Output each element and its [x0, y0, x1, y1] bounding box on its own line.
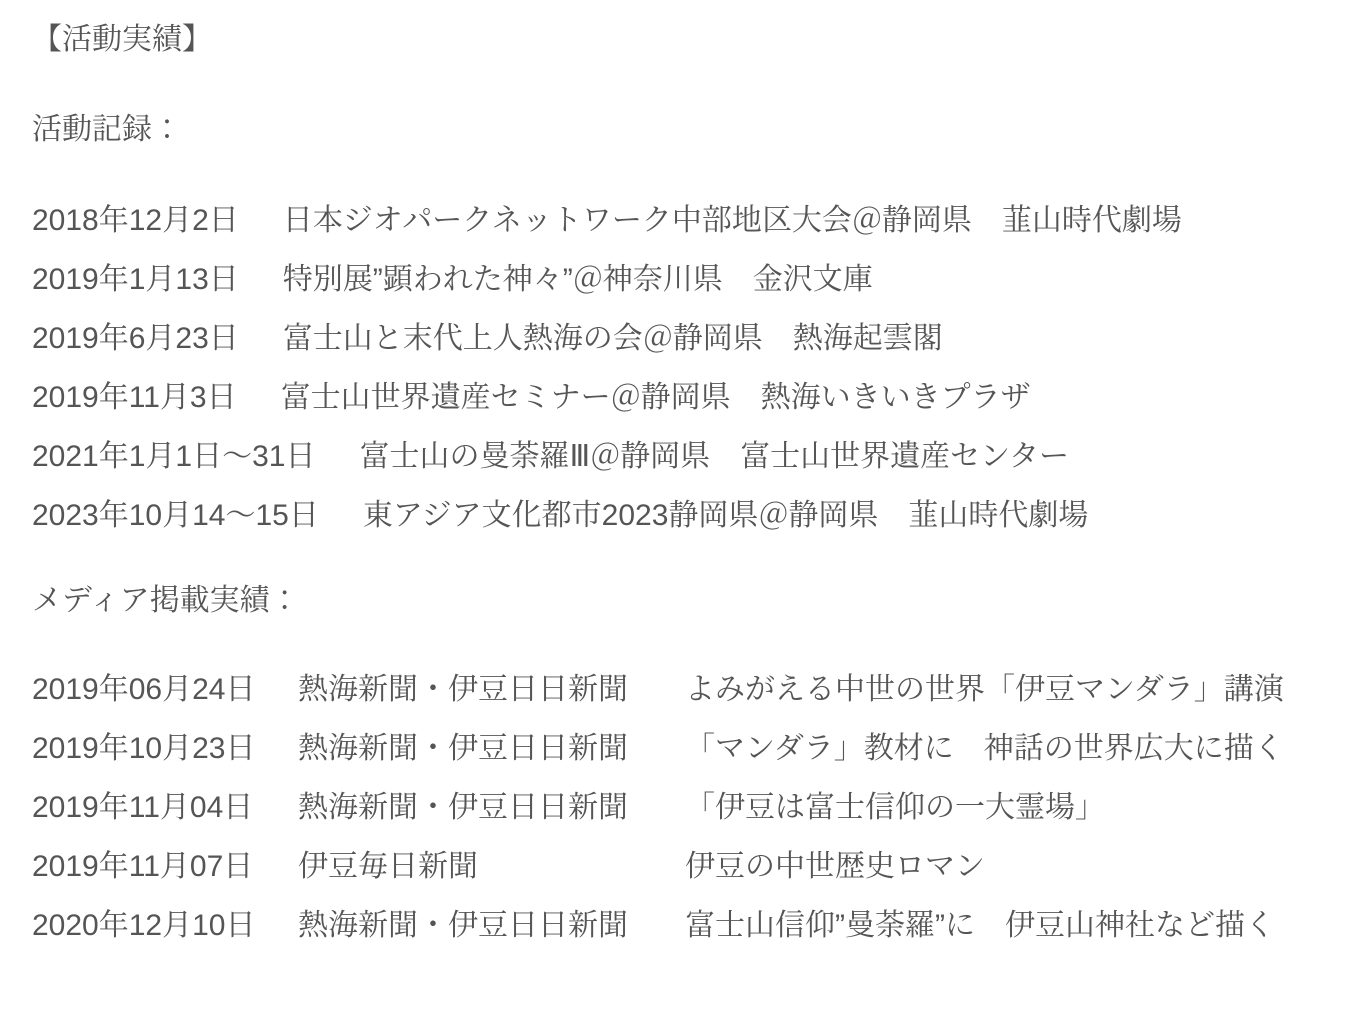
activity-description: 東アジア文化都市2023静岡県＠静岡県 韮山時代劇場	[362, 499, 1089, 532]
media-date: 2020年12月10日	[32, 909, 256, 942]
media-article-title: 「マンダラ」教材に 神話の世界広大に描く	[685, 732, 1284, 765]
media-article-title: 伊豆の中世歴史ロマン	[685, 850, 985, 883]
activity-row	[32, 250, 1336, 309]
media-outlet: 熱海新聞・伊豆日日新聞	[298, 791, 628, 824]
media-date: 2019年11月07日	[32, 850, 254, 883]
media-row	[32, 837, 1336, 896]
media-date: 2019年11月04日	[32, 791, 254, 824]
media-date: 2019年10月23日	[32, 732, 256, 765]
media-outlet: 熱海新聞・伊豆日日新聞	[298, 673, 628, 706]
media-row	[32, 660, 1336, 719]
activity-date: 2019年1月13日	[32, 263, 239, 296]
activity-list	[32, 191, 1336, 545]
activity-date: 2021年1月1日〜31日	[32, 440, 316, 473]
activity-description: 日本ジオパークネットワーク中部地区大会＠静岡県 韮山時代劇場	[282, 204, 1182, 237]
media-row	[32, 719, 1336, 778]
activity-description: 富士山の曼荼羅Ⅲ＠静岡県 富士山世界遺産センター	[359, 440, 1069, 473]
activity-description: 特別展”顕われた神々”＠神奈川県 金沢文庫	[282, 263, 873, 296]
media-article-title: 「伊豆は富士信仰の一大霊場」	[685, 791, 1105, 824]
media-outlet: 伊豆毎日新聞	[298, 850, 478, 883]
media-row	[32, 896, 1336, 955]
section-header-activity-results: 【活動実績】	[32, 23, 212, 56]
media-outlet: 熱海新聞・伊豆日日新聞	[298, 732, 628, 765]
activity-row	[32, 191, 1336, 250]
activity-description: 富士山世界遺産セミナー＠静岡県 熱海いきいきプラザ	[280, 381, 1031, 414]
media-article-title: よみがえる中世の世界「伊豆マンダラ」講演	[685, 673, 1284, 706]
media-date: 2019年06月24日	[32, 673, 256, 706]
activity-record-heading: 活動記録：	[32, 113, 182, 146]
activity-date: 2018年12月2日	[32, 204, 239, 237]
activity-row	[32, 309, 1336, 368]
media-row	[32, 778, 1336, 837]
activity-row	[32, 486, 1336, 545]
activity-row	[32, 427, 1336, 486]
media-article-title: 富士山信仰”曼荼羅”に 伊豆山神社など描く	[685, 909, 1275, 942]
activity-row	[32, 368, 1336, 427]
activity-date: 2019年11月3日	[32, 381, 237, 414]
activity-date: 2019年6月23日	[32, 322, 239, 355]
media-list	[32, 660, 1336, 955]
media-outlet: 熱海新聞・伊豆日日新聞	[298, 909, 628, 942]
media-coverage-heading: メディア掲載実績：	[32, 584, 300, 617]
activity-date: 2023年10月14〜15日	[32, 499, 319, 532]
activity-description: 富士山と末代上人熱海の会＠静岡県 熱海起雲閣	[282, 322, 943, 355]
